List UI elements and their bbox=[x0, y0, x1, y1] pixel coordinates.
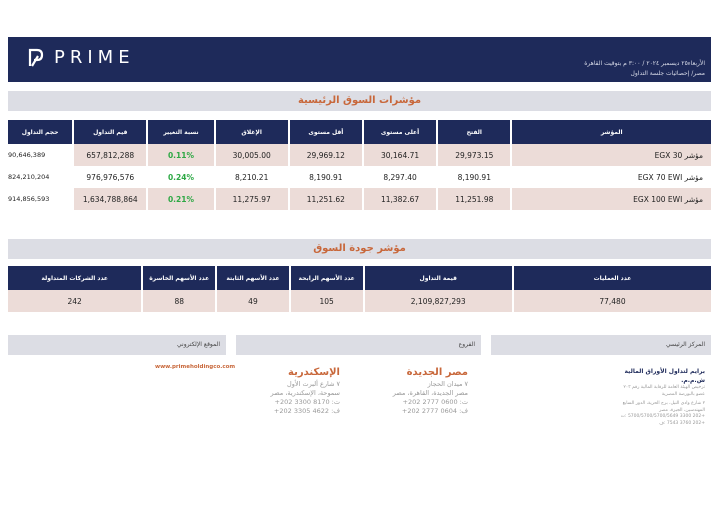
branch-alexandria bbox=[245, 366, 340, 416]
report-subtitle: مصر/ إحصائيات جلسة التداول bbox=[630, 70, 705, 77]
branch-alex-line2: سموحة، الإسكندرية، مصر bbox=[270, 389, 340, 397]
hq-line2: عضو بالبورصة المصرية bbox=[661, 391, 705, 397]
quality-table bbox=[6, 266, 713, 312]
open-cell: 29,973.15 bbox=[438, 144, 510, 166]
prime-logo-icon bbox=[28, 48, 44, 68]
col-open: الفتح bbox=[438, 120, 510, 144]
indices-table bbox=[6, 120, 713, 210]
table-row bbox=[8, 290, 711, 312]
branch-cairo-phone: ت: 0600 2777 202+ bbox=[402, 398, 468, 406]
branch-cairo-name: مصر الجديدة bbox=[406, 367, 468, 378]
change-cell: 0.11% bbox=[148, 144, 213, 166]
prime-logo bbox=[28, 47, 135, 68]
col-close: الإغلاق bbox=[216, 120, 288, 144]
change-cell: 0.21% bbox=[148, 188, 213, 210]
trade-value-cell: 2,109,827,293 bbox=[365, 290, 512, 312]
branch-alex-fax: ف: 4622 3305 202+ bbox=[273, 407, 340, 415]
table-row bbox=[8, 144, 711, 166]
branch-alex-phone: ت: 8170 3300 202+ bbox=[274, 398, 340, 406]
branch-heliopolis bbox=[370, 366, 468, 416]
branch-cairo-line2: مصر الجديدة، القاهرة، مصر bbox=[392, 389, 468, 397]
col-gainers: عدد الأسهم الرابحة bbox=[291, 266, 363, 290]
col-name: المؤشر bbox=[512, 120, 711, 144]
indices-title: مؤشرات السوق الرئيسية bbox=[8, 91, 711, 111]
brand-name: PRIME bbox=[54, 47, 135, 68]
low-cell: 8,190.91 bbox=[290, 166, 362, 188]
volume-cell: 90,646,389 bbox=[8, 151, 46, 159]
col-losers: عدد الأسهم الخاسرة bbox=[143, 266, 215, 290]
headquarters bbox=[612, 367, 705, 427]
branch-cairo-fax: ف: 0604 2777 202+ bbox=[401, 407, 468, 415]
branch-cairo-line1: ٧ ميدان الحجاز bbox=[427, 380, 468, 388]
value-cell: 976,976,576 bbox=[74, 166, 146, 188]
quality-title: مؤشر جودة السوق bbox=[8, 239, 711, 259]
report-header bbox=[8, 37, 711, 82]
high-cell: 8,297.40 bbox=[364, 166, 436, 188]
col-volume: حجم التداول bbox=[8, 120, 72, 144]
col-value: قيم التداول bbox=[74, 120, 146, 144]
index-name-cell: مؤشر EGX 30 bbox=[512, 144, 711, 166]
open-cell: 8,190.91 bbox=[438, 166, 510, 188]
branches-label: الفروع bbox=[236, 335, 481, 355]
branch-alex-line1: ٧ شارع ألبرت الأول bbox=[287, 380, 340, 388]
col-low: أقل مستوى bbox=[290, 120, 362, 144]
unchanged-cell: 49 bbox=[217, 290, 289, 312]
high-cell: 30,164.71 bbox=[364, 144, 436, 166]
header-meta bbox=[584, 59, 705, 79]
hq-line4: المهندسين، الجيزة، مصر bbox=[659, 407, 705, 413]
branch-alex-name: الإسكندرية bbox=[288, 367, 340, 378]
volume-cell: 914,856,593 bbox=[8, 195, 50, 203]
index-name-cell: مؤشر EGX 70 EWI bbox=[512, 166, 711, 188]
col-companies: عدد الشركات المتداولة bbox=[8, 266, 141, 290]
close-cell: 30,005.00 bbox=[216, 144, 288, 166]
hq-line1: ترخيص الهيئة العامة للرقابة المالية رقم ٢٠٣ bbox=[623, 385, 705, 390]
hq-fax: +202 3760 7543 :ف bbox=[659, 420, 705, 426]
volume-cell: 824,210,204 bbox=[8, 173, 50, 181]
col-trade-value: قيمة التداول bbox=[365, 266, 512, 290]
open-cell: 11,251.98 bbox=[438, 188, 510, 210]
change-cell: 0.24% bbox=[148, 166, 213, 188]
hq-line3: ٢ شارع وادي النيل، برج الحرية، الدور السابع bbox=[622, 401, 705, 406]
hq-company-name: برايم لتداول الأوراق المالية ش.م.م. bbox=[624, 368, 705, 384]
high-cell: 11,382.67 bbox=[364, 188, 436, 210]
report-date: الأربعاء٢٥ ديسمبر ٢٠٢٤ / ٣:٠٠ م بتوقيت القاهرة bbox=[584, 60, 705, 67]
col-high: أعلى مستوى bbox=[364, 120, 436, 144]
table-row bbox=[8, 188, 711, 210]
hq-label: المركز الرئيسي bbox=[491, 335, 711, 355]
low-cell: 11,251.62 bbox=[290, 188, 362, 210]
website-link[interactable]: www.primeholdingco.com bbox=[155, 364, 236, 370]
close-cell: 8,210.21 bbox=[216, 166, 288, 188]
col-trades: عدد العمليات bbox=[514, 266, 711, 290]
losers-cell: 88 bbox=[143, 290, 215, 312]
companies-cell: 242 bbox=[8, 290, 141, 312]
trades-cell: 77,480 bbox=[514, 290, 711, 312]
value-cell: 1,634,788,864 bbox=[74, 188, 146, 210]
table-row bbox=[8, 166, 711, 188]
col-unchanged: عدد الأسهم الثابتة bbox=[217, 266, 289, 290]
low-cell: 29,969.12 bbox=[290, 144, 362, 166]
close-cell: 11,275.97 bbox=[216, 188, 288, 210]
value-cell: 657,812,288 bbox=[74, 144, 146, 166]
col-change: نسبة التغيير bbox=[148, 120, 213, 144]
hq-phone: +202 3300 5700/5700/5700/5649 :ت bbox=[620, 414, 705, 419]
index-name-cell: مؤشر EGX 100 EWI bbox=[512, 188, 711, 210]
gainers-cell: 105 bbox=[291, 290, 363, 312]
website-label: الموقع الإلكتروني bbox=[8, 335, 226, 355]
